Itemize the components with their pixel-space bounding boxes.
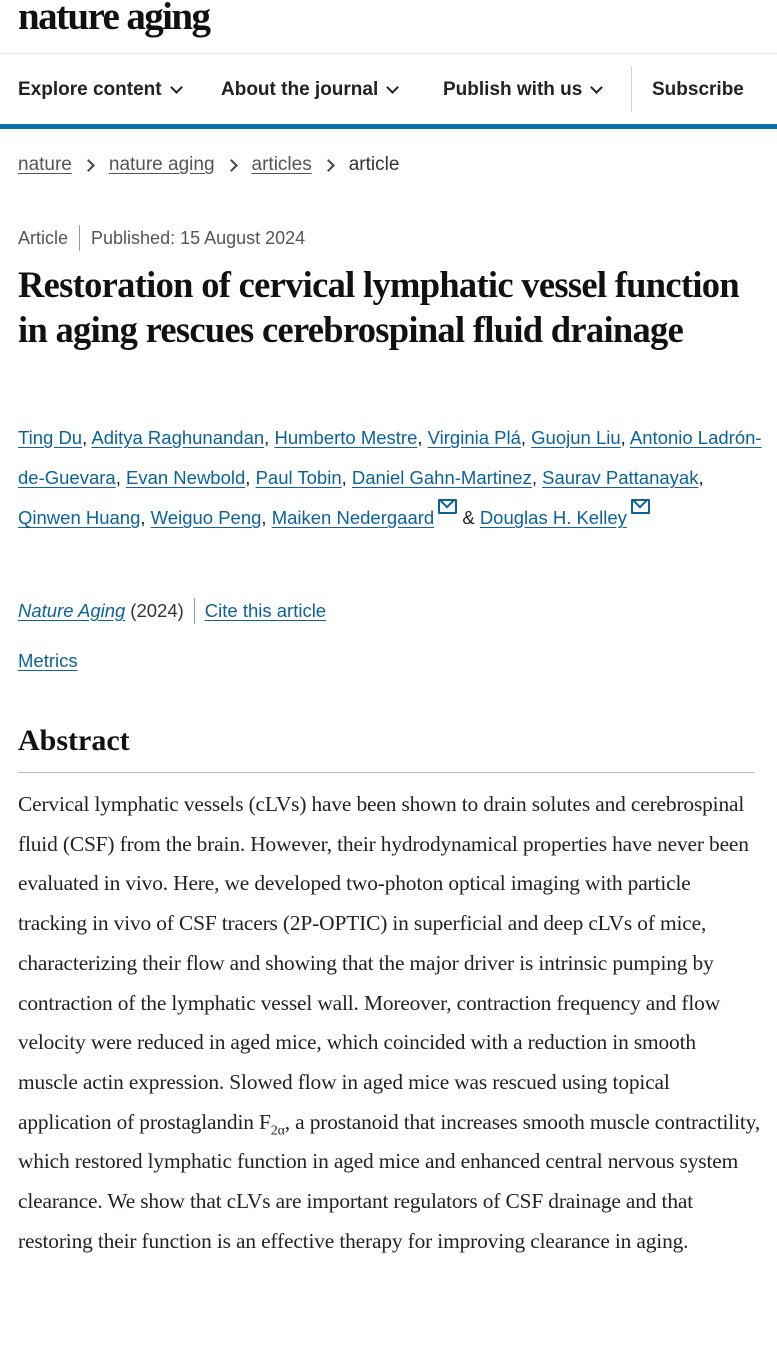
- published-date: Published: 15 August 2024: [91, 227, 306, 248]
- breadcrumb-nature[interactable]: nature: [18, 154, 72, 175]
- abstract-text-part1: Cervical lymphatic vessels (cLVs) have been shown to drain solutes and cerebrospinal fluid (CSF) from the brain. However, their hydrodynamical properties have never been evaluated in vivo. Here, we developed two-photon optical imaging with particle tracking in vivo of CSF tracers (2P-OPTIC) in superficial and deep cLVs of mice, characterizing their flow and showing that the major driver is intrinsic pumping by contraction of the lymphatic vessel wall. Moreover, contraction frequency and flow velocity were reduced in aged mice, which coincided with a reduction in smooth muscle actin expression. Slowed flow in aged mice was rescued using topical application of prostaglandin F: [18, 792, 749, 1134]
- author-conjunction: &: [457, 507, 480, 528]
- author-link[interactable]: Antonio Ladrón-de-Guevara: [18, 427, 762, 488]
- subscribe-link[interactable]: Subscribe: [652, 79, 744, 100]
- chevron-right-icon: [82, 159, 95, 172]
- article-meta: [18, 225, 305, 251]
- abstract-heading: Abstract: [18, 724, 130, 757]
- nav-publish-with-us[interactable]: [443, 54, 601, 126]
- citation-divider: [194, 598, 195, 624]
- abstract-text-part2: , a prostanoid that increases smooth muscle contractility, which restored lymphatic function in aged mice and enhanced central nervous system clearance. We show that cLVs are important regulators of CSF drainage and that restoring their function is an effective therapy for improving clearance in aging.: [18, 1109, 761, 1253]
- breadcrumb-current: article: [348, 154, 400, 175]
- author-link[interactable]: Ting Du: [18, 427, 83, 448]
- chevron-right-icon: [225, 159, 238, 172]
- journal-logo[interactable]: nature aging: [18, 0, 210, 38]
- chevron-right-icon: [322, 159, 335, 172]
- cite-this-article-link[interactable]: Cite this article: [204, 600, 327, 621]
- journal-link[interactable]: Nature Aging: [18, 600, 126, 621]
- author-link[interactable]: Evan Newbold: [125, 467, 246, 488]
- article-type: Article: [18, 227, 69, 248]
- author-link[interactable]: Daniel Gahn-Martinez: [351, 467, 532, 488]
- abstract-text: [18, 785, 760, 1261]
- author-link[interactable]: Qinwen Huang: [18, 507, 141, 528]
- breadcrumb-nature-aging[interactable]: nature aging: [108, 154, 215, 175]
- nav-item-label: Publish with us: [443, 79, 583, 100]
- nav-item-label: About the journal: [221, 79, 379, 100]
- main-nav: [0, 54, 777, 126]
- nav-accent-bar: [0, 124, 777, 129]
- email-icon[interactable]: [631, 499, 650, 514]
- meta-divider: [79, 225, 80, 251]
- author-link[interactable]: Virginia Plá: [427, 427, 521, 448]
- author-list: Ting Du, Aditya Raghunandan, Humberto Mestre, Virginia Plá, Guojun Liu, Antonio Ladrón-de-Guevara, Evan Newbold, Paul Tobin, Daniel Gahn-Martinez, Saurav Pattanayak, Qinwen Huang, Weiguo Peng, Maiken Nedergaard & Douglas H. Kelley: [18, 427, 762, 528]
- author-link[interactable]: Saurav Pattanayak: [542, 467, 699, 488]
- nav-about-journal[interactable]: [221, 54, 397, 126]
- nav-item-label: Explore content: [18, 79, 162, 100]
- publication-year: (2024): [130, 600, 184, 621]
- author-link[interactable]: Douglas H. Kelley: [479, 507, 627, 528]
- author-link[interactable]: Maiken Nedergaard: [271, 507, 435, 528]
- abstract-divider: [18, 772, 754, 773]
- chevron-down-icon: [170, 81, 183, 94]
- citation-line: [18, 598, 326, 624]
- chevron-down-icon: [590, 81, 603, 94]
- breadcrumb-articles[interactable]: articles: [251, 154, 312, 175]
- breadcrumb: [18, 154, 399, 176]
- author-link[interactable]: Paul Tobin: [255, 467, 342, 488]
- abstract-subscript: 2α: [270, 1122, 285, 1138]
- metrics-link[interactable]: Metrics: [18, 650, 78, 671]
- author-link[interactable]: Humberto Mestre: [274, 427, 418, 448]
- nav-explore-content[interactable]: [18, 54, 181, 126]
- article-title: Restoration of cervical lymphatic vessel function in aging rescues cerebrospinal fluid drainage: [18, 264, 739, 350]
- author-link[interactable]: Weiguo Peng: [150, 507, 262, 528]
- author-link[interactable]: Aditya Raghunandan: [91, 427, 265, 448]
- author-link[interactable]: Guojun Liu: [531, 427, 621, 448]
- email-icon[interactable]: [438, 499, 457, 514]
- nav-divider: [631, 66, 632, 112]
- chevron-down-icon: [386, 81, 399, 94]
